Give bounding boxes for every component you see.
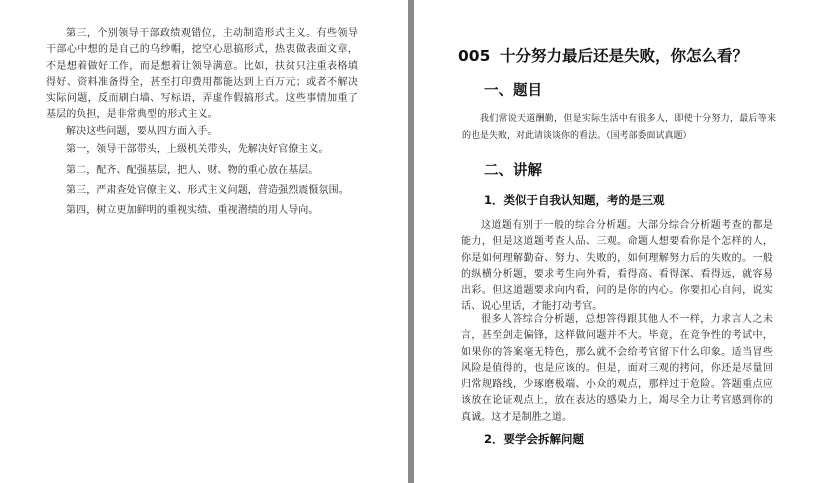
question-title	[458, 44, 748, 66]
question-number: 005	[458, 47, 491, 65]
subsection-heading-break-down: 2．要学会拆解问题	[484, 432, 585, 446]
section-heading-explanation: 二、讲解	[484, 163, 542, 179]
paragraph-solution-1: 第一，领导干部带头，上级机关带头，先解决好官僚主义。	[66, 144, 329, 155]
question-title-text: 十分努力最后还是失败，你怎么看？	[500, 47, 749, 65]
subsection-heading-worldview: 1．类似于自我认知题，考的是三观	[484, 193, 665, 207]
paragraph-explanation-2: 很多人答综合分析题，总想答得跟其他人不一样，力求言人之未言，甚至剑走偏锋，这样做问题并不大。毕竟，在竞争性的考试中，如果你的答案毫无特色，那么就不会给考官留下什么印象。适当冒些风险是值得的，也是应该的。但是，面对三观的拷问，你还是尽量回归常规路线，少琢磨极端、小众的观点，那样过于危险。答题重点应该放在论证观点上，放在表达的感染力上，竭尽全力让考官感到你的真诚。这才是制胜之道。	[461, 314, 773, 423]
left-page	[0, 0, 408, 483]
problem-statement: 我们常说天道酬勤，但是实际生活中有很多人，即使十分努力，最后等来的也是失败，对此请谈谈你的看法。（国考部委面试真题）	[462, 114, 776, 141]
paragraph-solution-2: 第二，配齐、配强基层，把人、财、物的重心放在基层。	[66, 165, 319, 176]
paragraph-solution-3: 第三，严肃查处官僚主义、形式主义问题，营造强烈震慑氛围。	[66, 185, 349, 196]
paragraph-formalism: 第三，个别领导干部政绩观错位，主动制造形式主义。有些领导干部心中想的是自己的乌纱帽，挖空心思搞形式，热衷做表面文章，不是想着做好工作，而是想着让领导满意。比如，扶贫只注重表格填得好、资料准备得全，甚至打印费用都能达到上百万元；或者不解决实际问题，反而刷白墙、写标语，弄虚作假搞形式。这些事情加重了基层的负担，是非常典型的形式主义。	[46, 28, 358, 121]
right-page	[414, 0, 820, 483]
paragraph-solutions-intro: 解决这些问题，要从四方面入手。	[66, 126, 218, 137]
paragraph-explanation-1: 这道题有别于一般的综合分析题。大部分综合分析题考查的都是能力，但是这道题考查人品、三观。命题人想要看你是个怎样的人，你是如何理解勤奋、努力、失败的，如何理解努力后的失败的。一般的纵横分析题，要求考生向外看，看得高、看得深、看得远，就容易出彩。但这道题要求向内看，问的是你的内心。你要扣心自问，说实话、说心里话，才能打动考官。	[461, 220, 773, 313]
paragraph-solution-4: 第四，树立更加鲜明的重视实绩、重视潜绩的用人导向。	[66, 205, 319, 216]
section-heading-topic: 一、题目	[484, 83, 542, 99]
